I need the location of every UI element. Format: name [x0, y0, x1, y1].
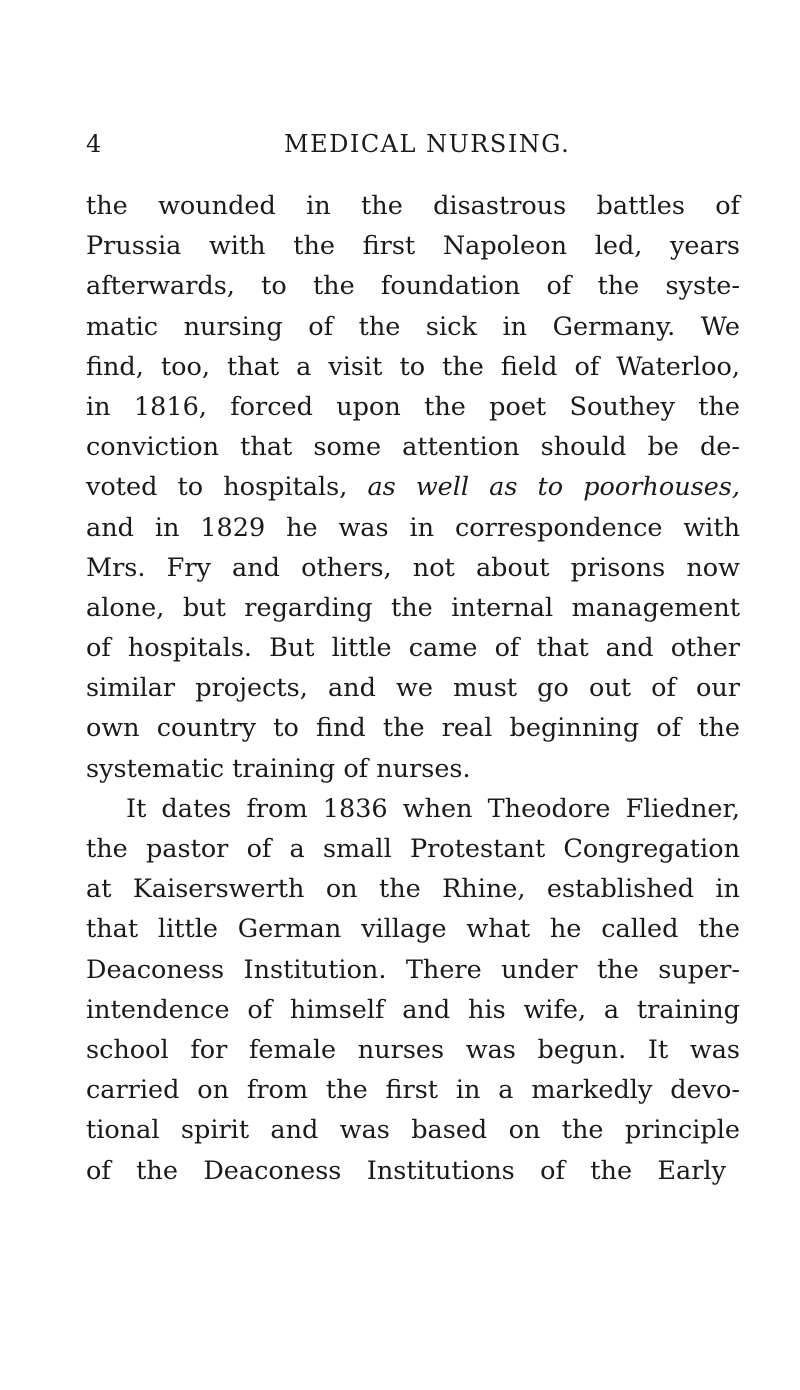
text-line: own country to find the real beginning of the — [86, 713, 740, 744]
paragraph-first-line: It dates from 1836 when Theodore Fliedner, — [126, 793, 740, 824]
italic-text-segment: as well as to poorhouses, — [367, 472, 740, 503]
text-line: matic nursing of the sick in Germany. We — [86, 311, 740, 342]
text-line: tional spirit and was based on the principle — [86, 1115, 740, 1146]
text-line: and in 1829 he was in correspondence with — [86, 512, 740, 543]
text-line: Mrs. Fry and others, not about prisons now — [86, 552, 740, 583]
text-line: alone, but regarding the internal management — [86, 592, 740, 623]
text-line: systematic training of nurses. — [86, 753, 471, 784]
text-line: Deaconess Institution. There under the super- — [86, 954, 740, 985]
text-segment: voted to hospitals, — [86, 472, 368, 503]
text-line — [86, 467, 740, 507]
text-line: intendence of himself and his wife, a training — [86, 994, 740, 1025]
text-line: carried on from the first in a markedly devo- — [86, 1075, 740, 1106]
text-line: the pastor of a small Protestant Congregation — [86, 834, 740, 864]
text-line: of hospitals. But little came of that and other — [86, 633, 740, 664]
text-line: afterwards, to the foundation of the syste- — [86, 271, 740, 302]
text-line: Prussia with the first Napoleon led, years — [86, 231, 740, 262]
text-line: school for female nurses was begun. It was — [86, 1034, 740, 1065]
text-line: that little German village what he called the — [86, 914, 740, 945]
text-line: at Kaiserswerth on the Rhine, established in — [86, 874, 740, 905]
body-text — [86, 186, 740, 1191]
text-line: similar projects, and we must go out of our — [86, 673, 740, 704]
running-title: MEDICAL NURSING. — [284, 130, 571, 158]
running-head — [86, 130, 712, 170]
text-line: find, too, that a visit to the field of Waterloo, — [86, 351, 740, 382]
page-number: 4 — [86, 130, 103, 158]
text-line: of the Deaconess Institutions of the Early — [86, 1155, 726, 1186]
text-line: in 1816, forced upon the poet Southey the — [86, 391, 740, 422]
text-line: the wounded in the disastrous battles of — [86, 191, 740, 221]
text-line: conviction that some attention should be de- — [86, 432, 740, 463]
